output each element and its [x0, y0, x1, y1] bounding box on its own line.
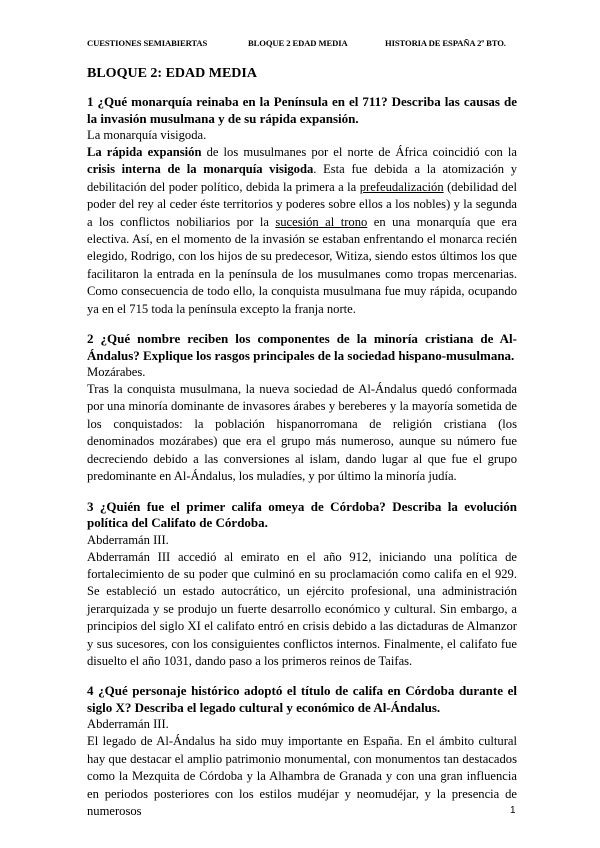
term-prefeudalizacion: prefeudalización — [359, 179, 444, 194]
paragraph-2: Tras la conquista musulmana, la nueva sociedad de Al-Ándalus quedó conformada por una minoría dominante de invasores árabes y bereberes y la mayoría sometida de los conquistados: la población hispanorromana de religión cristiana (los denominados mozárabes) que era el grupo más numeroso, aunque su número fue decreciendo debido a las conversiones al islam, dando lugar al que fue el grupo predominante en Al-Ándalus, los muladíes, y por último la minoría judía. — [87, 382, 517, 484]
answer-4: Abderramán III. — [87, 717, 169, 732]
paragraph-1-emphasis: crisis interna de la monarquía visigoda — [87, 162, 314, 177]
paragraph-3: Abderramán III accedió al emirato en el año 912, iniciando una política de fortalecimiento de su poder que culminó en su proclamación como califa en el 929. Se estableció un estado autocrático, un ejército profesional, una administración jerarquizada y se produjo un fuerte desarrollo económico y cultural. Sin embargo, a principios del siglo XI el califato entró en crisis debido a las dictaduras de Almanzor y sus sucesores, con los consiguientes conflictos internos. Finalmente, el califato fue disuelto el año 1031, dando paso a los primeros reinos de Taifas. — [87, 549, 517, 668]
paragraph-1: La rápida expansión de los musulmanes por el norte de África coincidió con la crisis interna de la monarquía visigoda. Esta fue debida a la atomización y debilitación del poder político, debida la primera a la prefeudalización (debilidad del poder del rey al ceder éste territorios y poderes sobre ellos a los nobles) y la segunda a los conflictos nobiliarios por la sucesión al trono en una monarquía que era electiva. Así, en el momento de la invasión se estaban enfrentando el monarca recién elegido, Rodrigo, con los hijos de su predecesor, Witiza, siendo estos últimos los que facilitaron la entrada en la península de los musulmanes como tropas mercenarias. Como consecuencia de todo ello, la conquista musulmana fue muy rápida, ocupando ya en el 715 toda la península excepto la franja norte. — [87, 145, 517, 316]
answer-1: La monarquía visigoda. — [87, 128, 207, 142]
header-left: CUESTIONES SEMIABIERTAS — [87, 38, 208, 48]
question-2: 2 ¿Qué nombre reciben los componentes de la minoría cristiana de Al-Ándalus? Explique los rasgos principales de la sociedad hispano-musulmana. — [87, 331, 517, 363]
header-center: BLOQUE 2 EDAD MEDIA — [248, 38, 348, 48]
section-title: BLOQUE 2: EDAD MEDIA — [87, 66, 257, 81]
document-body — [87, 66, 517, 833]
answer-3: Abderramán III. — [87, 532, 169, 547]
page-number: 1 — [510, 805, 516, 816]
answer-2: Mozárabes. — [87, 365, 146, 380]
paragraph-4: El legado de Al-Ándalus ha sido muy importante en España. En el ámbito cultural hay que destacar el amplio patrimonio monumental, con monumentos tan destacados como la Mezquita de Córdoba y la Alhambra de Granada y con una gran influencia en periodos posteriores con los estilos mudéjar y neomudéjar, y la presencia de numerosos — [87, 734, 517, 818]
term-sucesion: sucesión al trono — [275, 214, 368, 229]
header-right: HISTORIA DE ESPAÑA 2º BTO. — [385, 38, 506, 48]
paragraph-1-lead: La rápida expansión — [87, 145, 202, 159]
question-4: 4 ¿Qué personaje histórico adoptó el título de califa en Córdoba durante el siglo X? Describa el legado cultural y económico de Al-Ándalus. — [87, 683, 517, 715]
question-3: 3 ¿Quién fue el primer califa omeya de Córdoba? Describa la evolución política del Califato de Córdoba. — [87, 498, 517, 530]
question-1: 1 ¿Qué monarquía reinaba en la Península en el 711? Describa las causas de la invasión musulmana y de su rápida expansión. — [87, 94, 517, 126]
